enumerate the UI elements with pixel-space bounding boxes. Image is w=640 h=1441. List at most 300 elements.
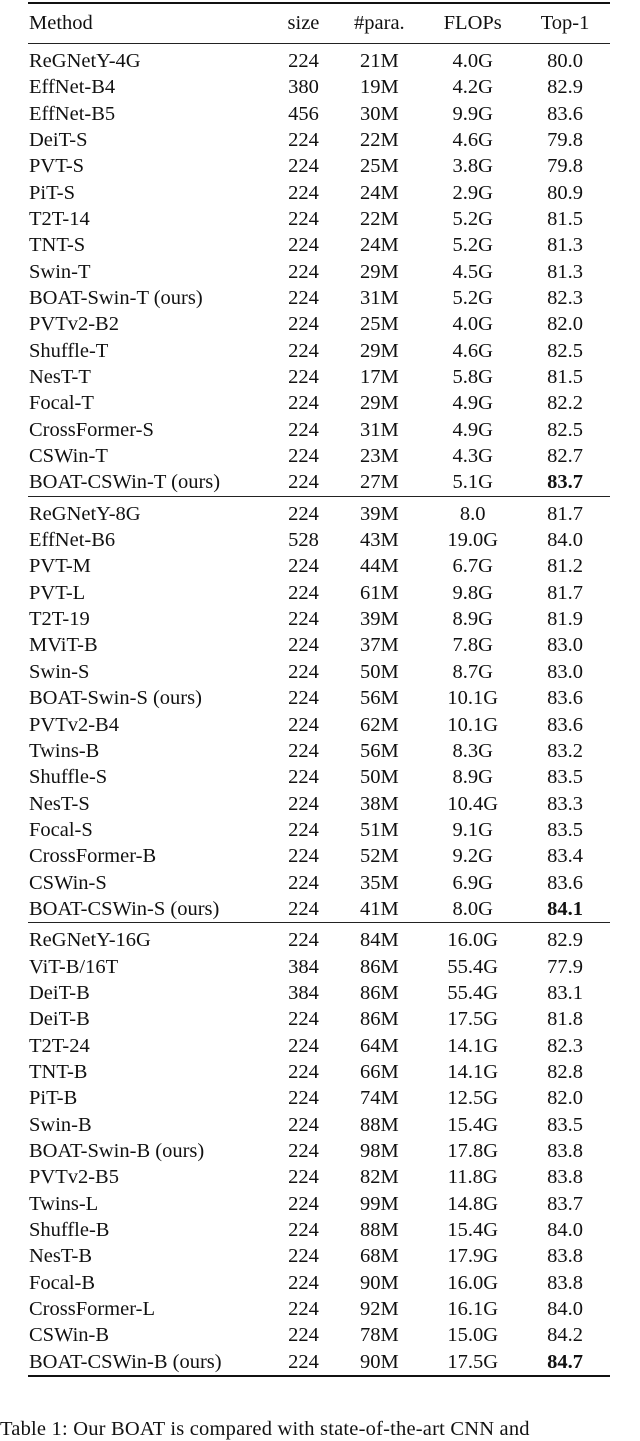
top1-cell: 83.5 [547, 1113, 583, 1136]
top1-cell: 84.0 [547, 529, 583, 552]
method-cell: CSWin-T [29, 445, 108, 468]
method-cell: PVTv2-B4 [29, 713, 119, 736]
size-cell: 224 [288, 845, 319, 868]
method-cell: Twins-L [29, 1192, 99, 1215]
size-cell: 224 [288, 1060, 319, 1083]
size-cell: 380 [288, 76, 319, 99]
params-cell: 90M [359, 1350, 399, 1373]
table-row [28, 232, 610, 258]
table-row [28, 1112, 610, 1138]
top1-cell: 83.0 [547, 634, 583, 657]
method-cell: BOAT-CSWin-T (ours) [29, 471, 221, 494]
flops-cell: 3.8G [452, 155, 493, 178]
params-cell: 51M [359, 818, 399, 841]
size-cell: 224 [288, 392, 319, 415]
top1-cell: 83.8 [547, 1166, 583, 1189]
size-cell: 224 [288, 339, 319, 362]
table-row [28, 791, 610, 817]
flops-cell: 9.2G [452, 845, 493, 868]
table-row [28, 580, 610, 606]
top1-cell: 84.2 [547, 1324, 583, 1347]
params-cell: 24M [359, 181, 399, 204]
method-cell: DeiT-S [29, 128, 88, 151]
params-cell: 22M [359, 128, 399, 151]
params-cell: 29M [359, 260, 399, 283]
flops-cell: 10.1G [447, 713, 499, 736]
params-cell: 38M [359, 792, 399, 815]
method-cell: TNT-S [29, 234, 86, 257]
table-row [28, 153, 610, 179]
flops-cell: 17.5G [447, 1008, 499, 1031]
table-row [28, 870, 610, 896]
column-header-flops: FLOPs [443, 12, 502, 35]
params-cell: 66M [359, 1060, 399, 1083]
table-row [28, 659, 610, 685]
params-cell: 78M [359, 1324, 399, 1347]
size-cell: 224 [288, 1298, 319, 1321]
top1-cell: 82.5 [547, 418, 583, 441]
table-row [28, 1191, 610, 1217]
method-cell: DeiT-B [29, 981, 90, 1004]
top1-cell: 83.6 [547, 102, 583, 125]
size-cell: 224 [288, 313, 319, 336]
table-row [28, 1085, 610, 1111]
params-cell: 41M [359, 897, 399, 920]
size-cell: 224 [288, 818, 319, 841]
table-row [28, 1296, 610, 1322]
top1-cell: 82.3 [547, 1034, 583, 1057]
size-cell: 224 [288, 766, 319, 789]
top1-cell: 81.9 [547, 608, 583, 631]
size-cell: 224 [288, 471, 319, 494]
params-cell: 23M [359, 445, 399, 468]
flops-cell: 14.1G [447, 1034, 499, 1057]
size-cell: 224 [288, 1140, 319, 1163]
table-row [28, 685, 610, 711]
size-cell: 224 [288, 687, 319, 710]
table-row [28, 127, 610, 153]
top1-cell: 83.6 [547, 687, 583, 710]
table-row [28, 1243, 610, 1269]
column-header-size: size [287, 12, 320, 35]
size-cell: 224 [288, 287, 319, 310]
top1-cell: 83.4 [547, 845, 583, 868]
flops-cell: 10.1G [447, 687, 499, 710]
flops-cell: 8.3G [452, 739, 493, 762]
method-cell: CSWin-B [29, 1324, 110, 1347]
params-cell: 98M [359, 1140, 399, 1163]
top1-cell: 77.9 [547, 955, 583, 978]
table-row [28, 259, 610, 285]
top1-cell: 83.6 [547, 713, 583, 736]
table-row [28, 633, 610, 659]
table-row [28, 954, 610, 980]
table-row [28, 764, 610, 790]
flops-cell: 8.9G [452, 608, 493, 631]
flops-cell: 17.5G [447, 1350, 499, 1373]
params-cell: 31M [359, 287, 399, 310]
params-cell: 52M [359, 845, 399, 868]
params-cell: 86M [359, 955, 399, 978]
size-cell: 224 [288, 445, 319, 468]
top1-cell: 81.2 [547, 555, 583, 578]
flops-cell: 5.1G [452, 471, 493, 494]
params-cell: 22M [359, 207, 399, 230]
params-cell: 62M [359, 713, 399, 736]
table-caption: Table 1: Our BOAT is compared with state-of-the-art CNN and [0, 1418, 530, 1440]
method-cell: BOAT-Swin-T (ours) [29, 287, 203, 310]
method-cell: Swin-B [29, 1113, 92, 1136]
size-cell: 224 [288, 739, 319, 762]
table-row [28, 1138, 610, 1164]
method-cell: EffNet-B5 [29, 102, 116, 125]
top1-cell: 82.9 [547, 76, 583, 99]
flops-cell: 16.0G [447, 1271, 499, 1294]
method-cell: DeiT-B [29, 1008, 90, 1031]
table-row [28, 1323, 610, 1349]
method-cell: ViT-B/16T [29, 955, 119, 978]
method-cell: Shuffle-T [29, 339, 109, 362]
method-cell: CrossFormer-L [29, 1298, 155, 1321]
top1-cell: 80.9 [547, 181, 583, 204]
method-cell: ReGNetY-4G [29, 49, 141, 72]
table-row [28, 44, 610, 75]
method-cell: PiT-B [29, 1087, 78, 1110]
size-cell: 528 [288, 529, 319, 552]
params-cell: 88M [359, 1113, 399, 1136]
size-cell: 224 [288, 49, 319, 72]
size-cell: 224 [288, 1271, 319, 1294]
table-row [28, 738, 610, 764]
top1-cell: 84.1 [547, 897, 583, 920]
top1-cell: 79.8 [547, 155, 583, 178]
table-row [28, 364, 610, 390]
flops-cell: 9.8G [452, 581, 493, 604]
size-cell: 224 [288, 929, 319, 952]
params-cell: 92M [359, 1298, 399, 1321]
table-row [28, 180, 610, 206]
flops-cell: 8.0 [459, 502, 486, 525]
flops-cell: 14.8G [447, 1192, 499, 1215]
params-cell: 25M [359, 155, 399, 178]
flops-cell: 10.4G [447, 792, 499, 815]
size-cell: 224 [288, 1087, 319, 1110]
top1-cell: 83.5 [547, 766, 583, 789]
flops-cell: 4.6G [452, 339, 493, 362]
flops-cell: 7.8G [452, 634, 493, 657]
method-cell: Swin-S [29, 660, 90, 683]
table-row [28, 101, 610, 127]
params-cell: 39M [359, 608, 399, 631]
size-cell: 224 [288, 608, 319, 631]
table-row [28, 980, 610, 1006]
params-cell: 31M [359, 418, 399, 441]
size-cell: 224 [288, 1219, 319, 1242]
top1-cell: 81.3 [547, 234, 583, 257]
size-cell: 384 [288, 955, 319, 978]
top1-cell: 83.8 [547, 1140, 583, 1163]
method-cell: EffNet-B4 [29, 76, 116, 99]
table-section-tiny [28, 44, 610, 497]
top1-cell: 81.7 [547, 502, 583, 525]
top1-cell: 82.7 [547, 445, 583, 468]
params-cell: 30M [359, 102, 399, 125]
top1-cell: 83.1 [547, 981, 583, 1004]
size-cell: 224 [288, 366, 319, 389]
method-cell: T2T-19 [29, 608, 90, 631]
table-row [28, 285, 610, 311]
table-row [28, 527, 610, 553]
method-cell: NesT-B [29, 1245, 93, 1268]
results-table-container [28, 2, 610, 1377]
method-cell: BOAT-CSWin-S (ours) [29, 897, 220, 920]
flops-cell: 6.7G [452, 555, 493, 578]
flops-cell: 4.9G [452, 392, 493, 415]
method-cell: Twins-B [29, 739, 100, 762]
method-cell: Swin-T [29, 260, 91, 283]
table-row [28, 1059, 610, 1085]
params-cell: 84M [359, 929, 399, 952]
method-cell: NesT-S [29, 792, 90, 815]
params-cell: 99M [359, 1192, 399, 1215]
size-cell: 224 [288, 1324, 319, 1347]
top1-cell: 84.0 [547, 1298, 583, 1321]
table-section-small [28, 496, 610, 923]
method-cell: Shuffle-B [29, 1219, 110, 1242]
table-row [28, 1164, 610, 1190]
table-section-base [28, 923, 610, 1376]
top1-cell: 83.8 [547, 1271, 583, 1294]
table-row [28, 1270, 610, 1296]
table-row [28, 443, 610, 469]
table-row [28, 606, 610, 632]
method-cell: BOAT-Swin-B (ours) [29, 1140, 205, 1163]
size-cell: 224 [288, 155, 319, 178]
flops-cell: 11.8G [447, 1166, 498, 1189]
top1-cell: 81.7 [547, 581, 583, 604]
table-row [28, 496, 610, 527]
method-cell: NesT-T [29, 366, 91, 389]
method-cell: MViT-B [29, 634, 98, 657]
size-cell: 224 [288, 1166, 319, 1189]
size-cell: 224 [288, 234, 319, 257]
params-cell: 35M [359, 871, 399, 894]
table-row [28, 554, 610, 580]
flops-cell: 6.9G [452, 871, 493, 894]
flops-cell: 15.0G [447, 1324, 499, 1347]
size-cell: 224 [288, 418, 319, 441]
top1-cell: 79.8 [547, 128, 583, 151]
flops-cell: 5.8G [452, 366, 493, 389]
method-cell: Shuffle-S [29, 766, 108, 789]
method-cell: EffNet-B6 [29, 529, 116, 552]
params-cell: 39M [359, 502, 399, 525]
flops-cell: 5.2G [452, 207, 493, 230]
params-cell: 19M [359, 76, 399, 99]
size-cell: 224 [288, 660, 319, 683]
params-cell: 56M [359, 687, 399, 710]
table-row [28, 923, 610, 954]
method-cell: PVT-S [29, 155, 85, 178]
size-cell: 224 [288, 1113, 319, 1136]
flops-cell: 8.7G [452, 660, 493, 683]
size-cell: 224 [288, 1034, 319, 1057]
results-table [28, 2, 610, 1377]
method-cell: BOAT-CSWin-B (ours) [29, 1350, 222, 1373]
params-cell: 56M [359, 739, 399, 762]
params-cell: 68M [359, 1245, 399, 1268]
table-row [28, 338, 610, 364]
flops-cell: 55.4G [447, 955, 499, 978]
top1-cell: 80.0 [547, 49, 583, 72]
size-cell: 224 [288, 1192, 319, 1215]
table-row [28, 1033, 610, 1059]
method-cell: BOAT-Swin-S (ours) [29, 687, 202, 710]
method-cell: PVTv2-B2 [29, 313, 119, 336]
flops-cell: 17.9G [447, 1245, 499, 1268]
size-cell: 224 [288, 181, 319, 204]
flops-cell: 12.5G [447, 1087, 499, 1110]
flops-cell: 4.0G [452, 49, 493, 72]
table-row [28, 206, 610, 232]
params-cell: 88M [359, 1219, 399, 1242]
flops-cell: 4.0G [452, 313, 493, 336]
params-cell: 90M [359, 1271, 399, 1294]
top1-cell: 82.0 [547, 1087, 583, 1110]
method-cell: PVTv2-B5 [29, 1166, 119, 1189]
params-cell: 50M [359, 766, 399, 789]
size-cell: 224 [288, 502, 319, 525]
column-header-method: Method [29, 12, 93, 35]
table-header-row [28, 3, 610, 44]
table-row [28, 896, 610, 923]
table-row [28, 1349, 610, 1376]
size-cell: 224 [288, 128, 319, 151]
params-cell: 27M [359, 471, 399, 494]
top1-cell: 83.5 [547, 818, 583, 841]
table-row [28, 1006, 610, 1032]
params-cell: 37M [359, 634, 399, 657]
flops-cell: 15.4G [447, 1219, 499, 1242]
method-cell: CrossFormer-B [29, 845, 157, 868]
flops-cell: 2.9G [452, 181, 493, 204]
params-cell: 44M [359, 555, 399, 578]
flops-cell: 8.0G [452, 897, 493, 920]
size-cell: 224 [288, 1350, 319, 1373]
params-cell: 86M [359, 1008, 399, 1031]
size-cell: 224 [288, 260, 319, 283]
params-cell: 29M [359, 392, 399, 415]
flops-cell: 16.1G [447, 1298, 499, 1321]
size-cell: 456 [288, 102, 319, 125]
method-cell: PVT-L [29, 581, 86, 604]
table-row [28, 311, 610, 337]
method-cell: Focal-T [29, 392, 94, 415]
method-cell: ReGNetY-16G [29, 929, 151, 952]
top1-cell: 81.8 [547, 1008, 583, 1031]
params-cell: 24M [359, 234, 399, 257]
top1-cell: 84.0 [547, 1219, 583, 1242]
flops-cell: 4.2G [452, 76, 493, 99]
params-cell: 64M [359, 1034, 399, 1057]
params-cell: 29M [359, 339, 399, 362]
size-cell: 224 [288, 1008, 319, 1031]
size-cell: 224 [288, 581, 319, 604]
top1-cell: 82.0 [547, 313, 583, 336]
params-cell: 25M [359, 313, 399, 336]
table-row [28, 712, 610, 738]
flops-cell: 19.0G [447, 529, 499, 552]
params-cell: 21M [359, 49, 399, 72]
table-row [28, 470, 610, 497]
params-cell: 61M [359, 581, 399, 604]
params-cell: 74M [359, 1087, 399, 1110]
params-cell: 50M [359, 660, 399, 683]
flops-cell: 9.9G [452, 102, 493, 125]
params-cell: 17M [359, 366, 399, 389]
params-cell: 82M [359, 1166, 399, 1189]
flops-cell: 17.8G [447, 1140, 499, 1163]
method-cell: CrossFormer-S [29, 418, 154, 441]
table-row [28, 1217, 610, 1243]
top1-cell: 81.5 [547, 207, 583, 230]
size-cell: 224 [288, 792, 319, 815]
top1-cell: 82.3 [547, 287, 583, 310]
top1-cell: 83.7 [547, 1192, 583, 1215]
size-cell: 224 [288, 207, 319, 230]
size-cell: 224 [288, 713, 319, 736]
params-cell: 86M [359, 981, 399, 1004]
table-row [28, 417, 610, 443]
method-cell: PVT-M [29, 555, 91, 578]
top1-cell: 83.7 [547, 471, 583, 494]
table-row [28, 74, 610, 100]
flops-cell: 5.2G [452, 234, 493, 257]
top1-cell: 81.3 [547, 260, 583, 283]
top1-cell: 82.9 [547, 929, 583, 952]
method-cell: Focal-S [29, 818, 93, 841]
table-row [28, 843, 610, 869]
top1-cell: 83.0 [547, 660, 583, 683]
params-cell: 43M [359, 529, 399, 552]
flops-cell: 4.5G [452, 260, 493, 283]
top1-cell: 83.8 [547, 1245, 583, 1268]
flops-cell: 8.9G [452, 766, 493, 789]
top1-cell: 83.2 [547, 739, 583, 762]
size-cell: 224 [288, 555, 319, 578]
size-cell: 224 [288, 634, 319, 657]
method-cell: T2T-24 [29, 1034, 90, 1057]
top1-cell: 81.5 [547, 366, 583, 389]
method-cell: T2T-14 [29, 207, 90, 230]
size-cell: 224 [288, 871, 319, 894]
size-cell: 224 [288, 1245, 319, 1268]
method-cell: ReGNetY-8G [29, 502, 141, 525]
method-cell: PiT-S [29, 181, 75, 204]
top1-cell: 82.2 [547, 392, 583, 415]
flops-cell: 5.2G [452, 287, 493, 310]
table-row [28, 817, 610, 843]
top1-cell: 84.7 [547, 1350, 583, 1373]
flops-cell: 9.1G [452, 818, 493, 841]
top1-cell: 82.8 [547, 1060, 583, 1083]
method-cell: TNT-B [29, 1060, 88, 1083]
method-cell: CSWin-S [29, 871, 107, 894]
column-header-top1: Top-1 [540, 12, 590, 35]
size-cell: 224 [288, 897, 319, 920]
flops-cell: 16.0G [447, 929, 499, 952]
column-header-params: #para. [354, 12, 405, 35]
